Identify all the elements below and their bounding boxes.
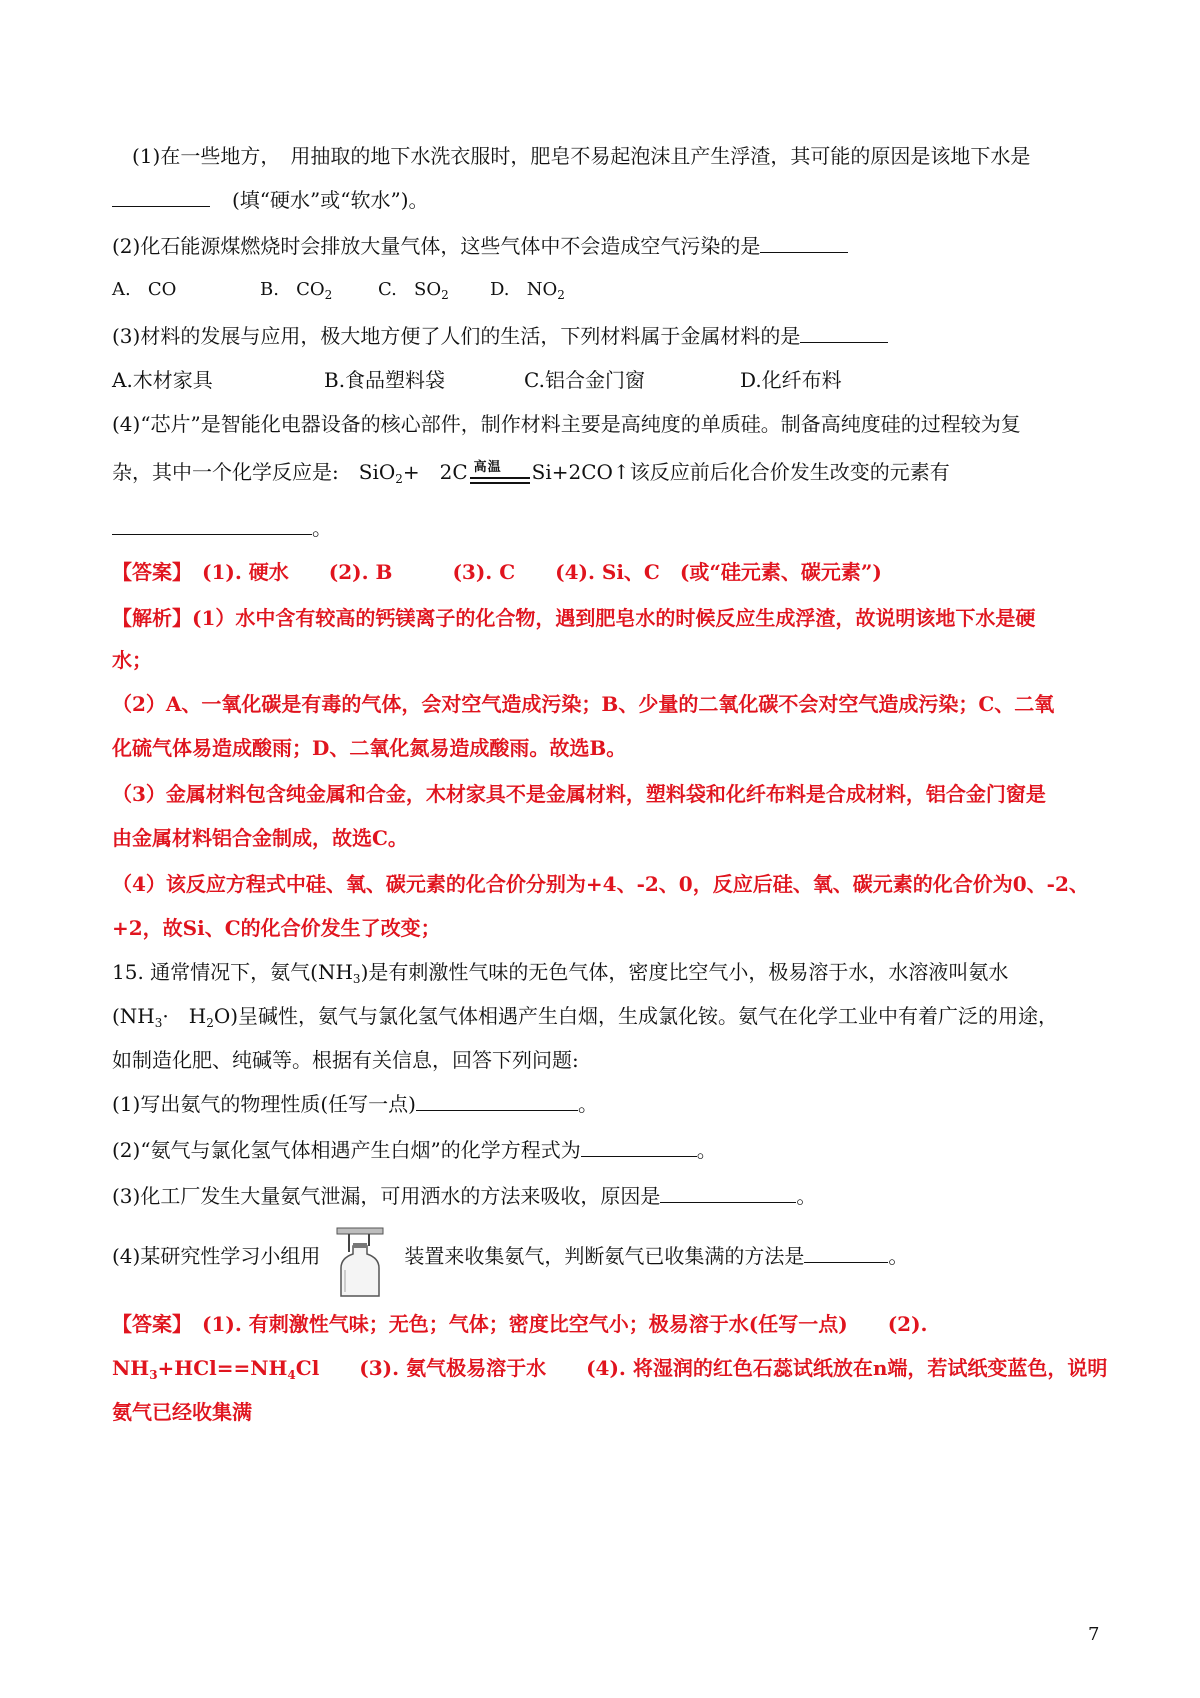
option-a: A. CO: [112, 279, 177, 300]
analysis-14-line4: 化硫气体易造成酸雨；D、二氧化氮易造成酸雨。故选B。: [112, 736, 627, 760]
analysis-14-line7: （4）该反应方程式中硅、氧、碳元素的化合价分别为+4、-2、0，反应后硅、氧、碳元素的化合价为0、-2、: [112, 872, 1089, 896]
q14-part1-line2: (填“硬水”或“软水”)。: [112, 186, 429, 214]
q14-part4-line1: (4)“芯片”是智能化电器设备的核心部件，制作材料主要是高纯度的单质硅。制备高纯度硅的过程较为复: [112, 412, 1021, 436]
q14-part2: (2)化石能源煤燃烧时会排放大量气体，这些气体中不会造成空气污染的是: [112, 232, 848, 260]
analysis-14-line6: 由金属材料铝合金制成，故选C。: [112, 826, 408, 850]
answer-label: 【答案】: [112, 560, 182, 584]
option-c: C.铝合金门窗: [524, 368, 645, 392]
answer-blank[interactable]: [760, 232, 848, 253]
answer-15-line3: 氨气已经收集满: [112, 1400, 252, 1424]
q15-line2: ($NH_3\cdot$ $H_2O$)呈碱性，氨气与氯化氢气体相遇产生白烟，生成氯化铵。氨气在化学工业中有着广泛的用途，: [112, 1004, 1059, 1030]
answer-blank[interactable]: [800, 322, 888, 343]
answer-blank[interactable]: [416, 1090, 578, 1111]
q14-part4-line3: 。: [112, 514, 332, 542]
gas-collection-bottle-figure: [333, 1226, 387, 1300]
option-d: D. $NO_2$: [490, 279, 565, 302]
answer-blank[interactable]: [112, 514, 312, 535]
option-d: D.化纤布料: [740, 368, 842, 392]
page-number: 7: [1088, 1624, 1100, 1645]
option-c: C. $SO_2$: [378, 279, 449, 302]
option-b: B. $CO_2$: [260, 279, 333, 302]
answer-15-line2: $NH_3+HCl==NH_4Cl$ (3). 氨气极易溶于水 (4). 将湿润的红色石蕊试纸放在n端，若试纸变蓝色，说明: [112, 1356, 1108, 1382]
analysis-14-line1: 【解析】(1）水中含有较高的钙镁离子的化合物，遇到肥皂水的时候反应生成浮渣，故说明该地下水是硬: [112, 606, 1036, 630]
answer-label: 【答案】: [112, 1312, 182, 1336]
q14-part4-line2: 杂，其中一个化学反应是: SiO$_2$+ 2C 高温 Si+2CO↑该反应前后化合价发生改变的元素有: [112, 460, 950, 486]
answer-15-line1: 【答案】 (1). 有刺激性气味；无色；气体；密度比空气小；极易溶于水(任写一点) (2).: [112, 1312, 928, 1336]
q14-part3: (3)材料的发展与应用，极大地方便了人们的生活，下列材料属于金属材料的是: [112, 322, 888, 350]
answer-14: 【答案】 (1). 硬水 (2). B (3). C (4). Si、C (或“硅元素、碳元素”): [112, 560, 882, 584]
answer-blank[interactable]: [112, 186, 210, 207]
q14-part3-options: [112, 366, 842, 394]
q14-part2-options: [112, 276, 565, 304]
q15-line3: 如制造化肥、纯碱等。根据有关信息，回答下列问题:: [112, 1048, 579, 1072]
option-a: A.木材家具: [112, 368, 213, 392]
q15-part4: (4)某研究性学习小组用 装置来收集氨气，判断氨气已收集满的方法是 。: [112, 1244, 909, 1268]
q15-part1: (1)写出氨气的物理性质(任写一点) 。: [112, 1092, 598, 1116]
q15-line1: 15. 通常情况下，氨气$(NH_3)$是有刺激性气味的无色气体，密度比空气小，极易溶于水，水溶液叫氨水: [112, 960, 1009, 986]
answer-blank[interactable]: [581, 1136, 697, 1157]
answer-blank[interactable]: [660, 1182, 796, 1203]
high-temperature-condition: 高温: [468, 458, 532, 486]
q14-part1-line1: (1)在一些地方， 用抽取的地下水洗衣服时，肥皂不易起泡沫且产生浮渣，其可能的原因是该地下水是: [132, 144, 1031, 168]
analysis-14-line8: +2，故Si、C的化合价发生了改变；: [112, 916, 441, 940]
q15-part2: (2)“氨气与氯化氢气体相遇产生白烟”的化学方程式为 。: [112, 1138, 717, 1162]
q15-part3: (3)化工厂发生大量氨气泄漏，可用洒水的方法来吸收，原因是 。: [112, 1184, 817, 1208]
analysis-14-line3: （2）A、一氧化碳是有毒的气体，会对空气造成污染；B、少量的二氧化碳不会对空气造成污染；C、二氧: [112, 692, 1055, 716]
option-b: B.食品塑料袋: [324, 368, 446, 392]
answer-blank[interactable]: [804, 1242, 888, 1263]
analysis-14-line5: （3）金属材料包含纯金属和合金，木材家具不是金属材料，塑料袋和化纤布料是合成材料，铝合金门窗是: [112, 782, 1046, 806]
analysis-label: 【解析】: [112, 606, 192, 630]
analysis-14-line2: 水；: [112, 648, 152, 672]
